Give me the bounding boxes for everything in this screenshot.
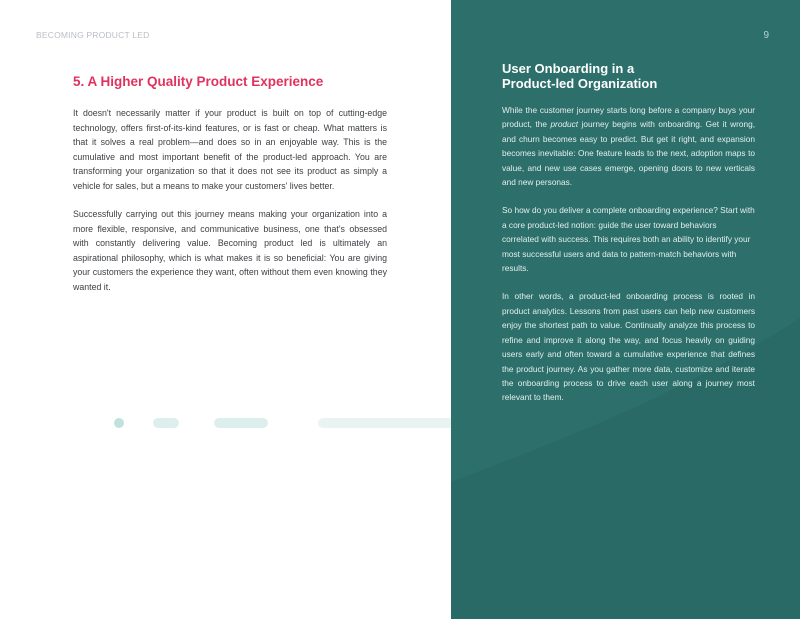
decorative-pill <box>214 418 268 428</box>
page-number: 9 <box>763 30 769 41</box>
decorative-pill <box>153 418 179 428</box>
text-run: While the customer journey starts long before a company buys your product, the <box>502 105 755 130</box>
paragraph: In other words, a product-led onboarding process is rooted in product analytics. Lessons from past users can help new customers enjoy the shortest path to value. Continually analyze this process to refine and improve it along the way, and focus heavily on guiding users early and often toward a cumulative experience that defines the product journey. As you gather more data, customize and iterate the onboarding process to drive each user along a journey most relevant to them. <box>502 291 755 403</box>
emphasis: product <box>550 119 579 130</box>
decorative-bar <box>318 418 458 428</box>
running-head: BECOMING PRODUCT LED <box>36 30 150 40</box>
paragraph: So how do you deliver a complete onboarding experience? Start with a core product-led notion: guide the user toward behaviors correlated with success. This requires both an ability to identify your most successful users and data to pattern-match behaviors with results. <box>502 205 755 274</box>
left-body-text <box>73 106 387 308</box>
decorative-dot <box>114 418 124 428</box>
paragraph: It doesn't necessarily matter if your product is built on top of cutting-edge technology, offers first-of-its-kind features, or is fast or cheap. What matters is that it solves a real problem—and does so in an enjoyable way. This is the cumulative and most important benefit of the product-led approach. You are transforming your organization so that it does not see its product as simply a vehicle for sales, but a means to make your customers' lives better. <box>73 108 387 191</box>
section-heading: 5. A Higher Quality Product Experience <box>73 74 324 89</box>
heading-line: Product-led Organization <box>502 76 658 91</box>
paragraph: Successfully carrying out this journey means making your organization into a more flexible, responsive, and communicative business, one that's obsessed with constantly delivering value. Becoming product led is ultimately an aspirational philosophy, which is what makes it is so beneficial: You are giving your customers the experience they want, often without them even knowing they wanted it. <box>73 209 387 292</box>
text-run: journey begins with onboarding. Get it wrong, and churn becomes easy to predict. But get it right, and expansion becomes inevitable: One feature leads to the next, adoption maps to value, and new use cases emerge, opening doors to new verticals and new personas. <box>502 119 755 188</box>
right-body-text <box>502 103 755 419</box>
paragraph <box>502 103 755 189</box>
section-heading-right <box>502 61 762 91</box>
heading-line: User Onboarding in a <box>502 61 635 76</box>
